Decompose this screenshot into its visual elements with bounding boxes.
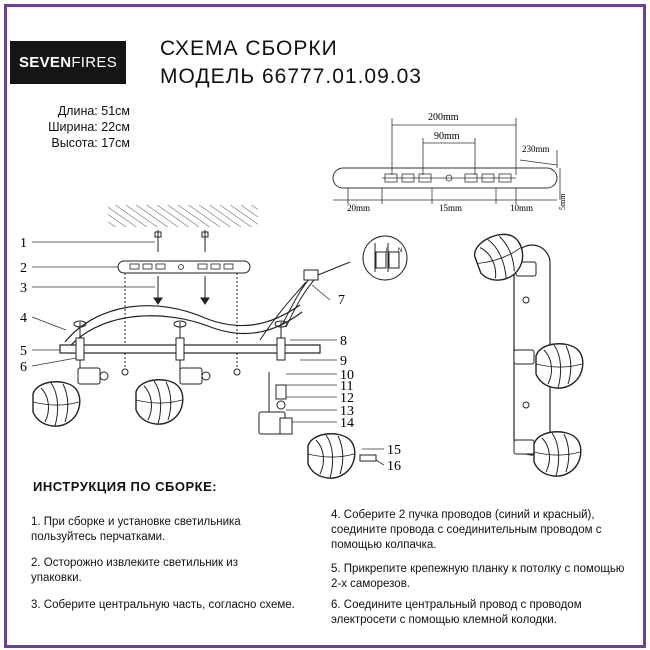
shade-right — [308, 434, 355, 478]
mounting-plate-dimension-drawing — [333, 112, 567, 213]
callout-16: 16 — [387, 459, 401, 474]
instruction-step-5: 5. Прикрепите крепежную планку к потолку с помощью 2-х саморезов. — [331, 563, 625, 590]
callout-9: 9 — [340, 354, 347, 369]
callout-1: 1 — [20, 236, 27, 251]
dimension-height: Высота: 17см — [51, 136, 130, 150]
dim-5: 5mm — [558, 193, 567, 210]
callout-7: 7 — [338, 293, 345, 308]
callout-6: 6 — [20, 360, 27, 375]
callout-5: 5 — [20, 344, 27, 359]
dim-10: 10mm — [510, 203, 534, 213]
dim-230: 230mm — [522, 144, 550, 154]
instruction-step-3: 3. Соберите центральную часть, согласно схеме. — [31, 599, 295, 611]
callout-4: 4 — [20, 311, 27, 326]
callout-12: 12 — [340, 391, 354, 406]
callout-15: 15 — [387, 443, 401, 458]
wire-label-n: N — [398, 248, 403, 254]
instruction-step-2: 2. Осторожно извлеките светильник из упаковки. — [31, 557, 238, 584]
callout-14: 14 — [340, 416, 354, 431]
callout-8: 8 — [340, 334, 347, 349]
dimension-width: Ширина: 22см — [48, 120, 130, 134]
dimension-length: Длина: 51см — [57, 104, 130, 118]
brand-part2: FIRES — [71, 54, 118, 71]
brand-part1: SEVEN — [18, 54, 72, 71]
shade-left — [33, 382, 80, 426]
wire-label-l: L — [386, 248, 390, 254]
ceiling-hatch — [108, 205, 258, 227]
dim-15: 15mm — [439, 203, 463, 213]
callout-13: 13 — [340, 404, 354, 419]
dim-20: 20mm — [347, 203, 371, 213]
instructions-heading: ИНСТРУКЦИЯ ПО СБОРКЕ: — [33, 479, 218, 494]
instruction-step-4: 4. Соберите 2 пучка проводов (синий и красный), соедините провода с соединительным проводом с помощью колпачка. — [331, 509, 602, 551]
instruction-step-1: 1. При сборке и установке светильника пользуйтесь перчатками. — [31, 516, 241, 543]
callout-2: 2 — [20, 261, 27, 276]
callout-3: 3 — [20, 281, 27, 296]
top-view-assembly — [470, 228, 582, 476]
callout-10: 10 — [340, 368, 354, 383]
dim-200: 200mm — [428, 112, 459, 123]
wires — [260, 236, 407, 340]
callout-11: 11 — [340, 379, 354, 394]
shade-holders — [78, 368, 210, 384]
model-title: МОДЕЛЬ 66777.01.09.03 — [160, 65, 422, 88]
instruction-step-6: 6. Соедините центральный провод с проводом электросети с помощью клемной колодки. — [331, 599, 582, 626]
scheme-title: СХЕМА СБОРКИ — [160, 37, 338, 60]
shade-middle — [136, 380, 183, 424]
dim-90: 90mm — [434, 131, 460, 142]
